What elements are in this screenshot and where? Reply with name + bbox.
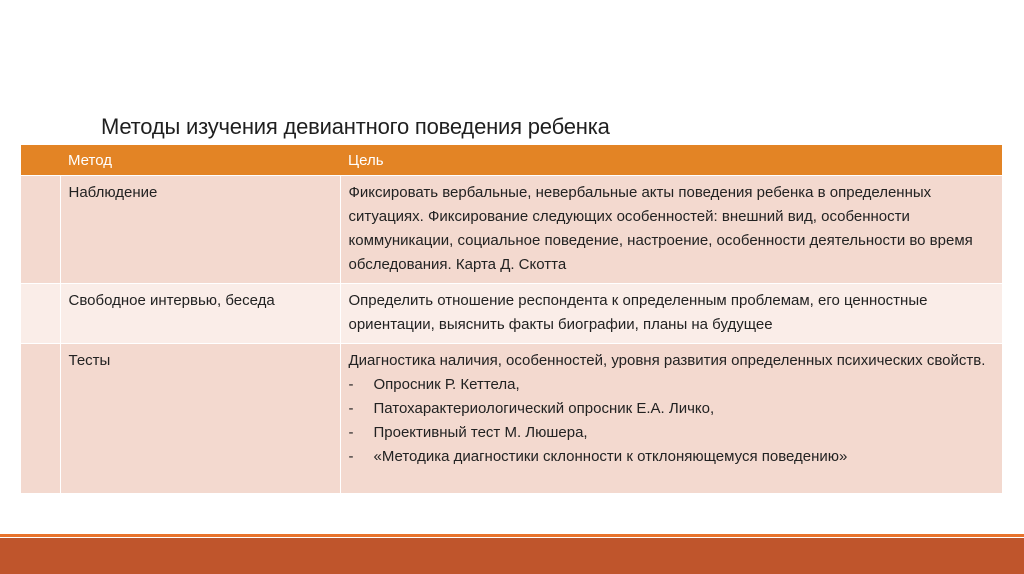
list-item-text: Опросник Р. Кеттела,: [373, 376, 520, 393]
bullet-marker: -: [348, 376, 354, 393]
goal-cell: Определить отношение респондента к определенным проблемам, его ценностные ориентации, выяснить факты биографии, планы на будущее: [340, 284, 1002, 344]
header-index-cell: [21, 145, 60, 176]
method-cell: Наблюдение: [60, 176, 340, 284]
goal-text: Диагностика наличия, особенностей, уровня развития определенных психических свойств.: [348, 352, 986, 369]
row-index-cell: [21, 344, 60, 493]
table-row: [21, 344, 1002, 493]
list-item-text: «Методика диагностики склонности к отклоняющемуся поведению»: [373, 448, 848, 465]
header-method: Метод: [68, 152, 112, 169]
bullet-marker: -: [348, 448, 354, 465]
bullet-marker: -: [348, 424, 354, 441]
methods-table: [21, 145, 1002, 493]
list-item-text: Проективный тест М. Люшера,: [373, 424, 588, 441]
row-index-cell: [21, 176, 60, 284]
list-item: [349, 445, 996, 469]
table-row: [21, 176, 1002, 284]
bullet-marker: -: [348, 400, 354, 417]
goal-cell: Фиксировать вербальные, невербальные акты поведения ребенка в определенных ситуациях. Фиксирование следующих особенностей: внешний вид, особенности коммуникации, социальное поведение, настроение, особенности деятельности во время обследования. Карта Д. Скотта: [340, 176, 1002, 284]
table-header-row: [21, 145, 1002, 176]
row-index-cell: [21, 284, 60, 344]
goal-cell: [340, 344, 1002, 493]
footer-accent-line: [0, 534, 1024, 537]
list-item: [349, 397, 996, 421]
footer-bar: [0, 538, 1024, 574]
slide-title: Методы изучения девиантного поведения ребенка: [101, 114, 610, 139]
list-item-text: Патохарактериологический опросник Е.А. Личко,: [373, 400, 715, 417]
list-item: [349, 373, 996, 397]
method-cell: Свободное интервью, беседа: [60, 284, 340, 344]
table-row: [21, 284, 1002, 344]
header-goal: Цель: [348, 152, 384, 169]
list-item: [349, 421, 996, 445]
test-list: [349, 373, 996, 469]
method-cell: Тесты: [60, 344, 340, 493]
